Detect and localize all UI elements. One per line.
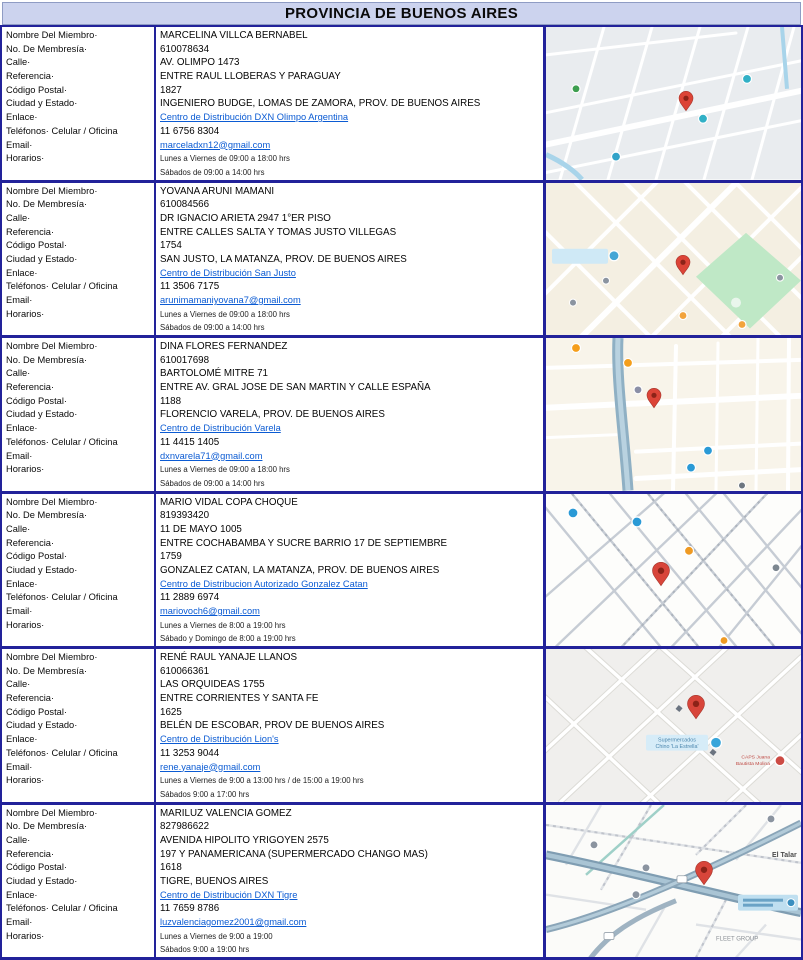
field-label-membership: No. De Membresía· xyxy=(6,510,88,521)
restaurant-poi-icon xyxy=(679,311,687,319)
member-membership-number: 610066361 xyxy=(160,665,210,677)
member-phone: 11 7659 8786 xyxy=(160,903,220,915)
member-details-column xyxy=(154,494,546,647)
field-label-name: Nombre Del Miembro· xyxy=(6,341,98,351)
field-label-name: Nombre Del Miembro· xyxy=(6,807,98,818)
member-membership-number: 819393420 xyxy=(160,510,210,522)
supermarket-poi-icon xyxy=(711,737,722,748)
member-street: 11 DE MAYO 1005 xyxy=(160,523,242,535)
field-label-reference: Referencia· xyxy=(6,693,55,704)
member-postal-code: 1625 xyxy=(160,706,182,718)
field-label-email: Email· xyxy=(6,139,33,150)
field-label-reference: Referencia· xyxy=(6,537,55,548)
field-label-street: Calle· xyxy=(6,368,31,379)
poi-icon xyxy=(609,250,619,260)
field-label-phones: Teléfonos· Celular / Oficina xyxy=(6,592,118,603)
map-thumbnail-tigre xyxy=(546,805,801,958)
member-street: AVENIDA HIPOLITO YRIGOYEN 2575 xyxy=(160,834,329,846)
member-row xyxy=(2,335,801,491)
field-label-phones: Teléfonos· Celular / Oficina xyxy=(6,281,118,292)
member-name: DINA FLORES FERNANDEZ xyxy=(160,341,288,352)
member-row xyxy=(2,180,801,336)
field-labels-column xyxy=(2,27,154,180)
poi-icon xyxy=(743,74,752,83)
restaurant-poi-icon xyxy=(738,320,746,328)
member-hours-weekend: Sábado y Domingo de 8:00 a 19:00 hrs xyxy=(160,634,296,644)
map-thumbnail-gonzalez-catan xyxy=(546,494,801,647)
poi-icon xyxy=(612,152,621,161)
member-membership-number: 827986622 xyxy=(160,821,210,833)
field-label-street: Calle· xyxy=(6,57,31,68)
field-labels-column xyxy=(2,494,154,647)
member-hours-weekend: Sábados de 09:00 a 14:00 hrs xyxy=(160,478,265,488)
member-postal-code: 1754 xyxy=(160,240,182,252)
field-label-membership: No. De Membresía· xyxy=(6,199,88,210)
member-street: BARTOLOMÉ MITRE 71 xyxy=(160,368,268,380)
pharmacy-poi-icon xyxy=(739,482,746,489)
poi-icon xyxy=(642,863,650,871)
member-hours-weekdays: Lunes a Viernes de 8:00 a 19:00 hrs xyxy=(160,620,286,630)
member-details-column xyxy=(154,27,546,180)
store-label-line1: Supermercados xyxy=(657,737,697,744)
member-city-state: FLORENCIO VARELA, PROV. DE BUENOS AIRES xyxy=(160,409,385,421)
field-label-membership: No. De Membresía· xyxy=(6,43,88,54)
member-city-state: INGENIERO BUDGE, LOMAS DE ZAMORA, PROV. DE BUENOS AIRES xyxy=(160,98,481,110)
field-label-name: Nombre Del Miembro· xyxy=(6,652,98,662)
member-row xyxy=(2,646,801,802)
field-label-email: Email· xyxy=(6,295,33,305)
map-thumbnail-escobar xyxy=(546,649,801,802)
restaurant-poi-icon xyxy=(624,358,633,367)
member-hours-weekend: Sábados 9:00 a 17:00 hrs xyxy=(160,789,250,799)
member-street: AV. OLIMPO 1473 xyxy=(160,57,240,69)
poi-icon xyxy=(772,563,780,571)
field-label-street: Calle· xyxy=(6,212,31,223)
field-label-city: Ciudad y Estado· xyxy=(6,720,78,731)
field-label-email: Email· xyxy=(6,606,33,616)
member-hours-weekdays: Lunes a Viernes de 09:00 a 18:00 hrs xyxy=(160,309,290,319)
poi-icon xyxy=(632,890,640,898)
poi-icon xyxy=(767,814,775,822)
field-label-hours: Horarios· xyxy=(6,308,45,319)
field-label-postal: Código Postal· xyxy=(6,395,67,406)
member-row xyxy=(2,491,801,647)
member-details-column xyxy=(154,649,546,802)
field-label-membership: No. De Membresía· xyxy=(6,821,88,832)
member-postal-code: 1759 xyxy=(160,551,182,563)
field-labels-column xyxy=(2,183,154,336)
restaurant-poi-icon xyxy=(572,343,581,352)
field-label-hours: Horarios· xyxy=(6,153,45,164)
member-row xyxy=(2,27,801,180)
member-hours-weekdays: Lunes a Viernes de 9:00 a 19:00 xyxy=(160,931,273,941)
field-label-phones: Teléfonos· Celular / Oficina xyxy=(6,125,118,136)
member-phone: 11 3506 7175 xyxy=(160,281,220,293)
caps-label-line2: Bautista Molina xyxy=(735,761,770,768)
member-email-link[interactable]: dxnvarela71@gmail.com xyxy=(160,450,263,461)
member-phone: 11 6756 8304 xyxy=(160,125,220,137)
field-label-postal: Código Postal· xyxy=(6,551,67,562)
route-shield-icon xyxy=(677,875,687,882)
members-table xyxy=(0,25,803,960)
member-hours-weekend: Sábados de 09:00 a 14:00 hrs xyxy=(160,323,265,333)
member-phone: 11 3253 9044 xyxy=(160,747,220,759)
member-reference: ENTRE COCHABAMBA Y SUCRE BARRIO 17 DE SEPTIEMBRE xyxy=(160,537,448,549)
field-label-hours: Horarios· xyxy=(6,464,45,475)
member-city-state: SAN JUSTO, LA MATANZA, PROV. DE BUENOS AIRES xyxy=(160,253,407,265)
member-email-link[interactable]: luzvalenciagomez2001@gmail.com xyxy=(160,917,307,927)
field-label-link: Enlace· xyxy=(6,734,38,745)
field-label-phones: Teléfonos· Celular / Oficina xyxy=(6,747,118,758)
member-reference: ENTRE AV. GRAL JOSE DE SAN MARTIN Y CALLE ESPAÑA xyxy=(160,382,431,394)
distribution-center-link[interactable]: Centro de Distribución DXN Olimpo Argentina xyxy=(160,112,349,123)
poi-icon xyxy=(603,277,610,284)
poi-icon xyxy=(699,114,708,123)
field-label-hours: Horarios· xyxy=(6,775,45,786)
fleet-group-label: FLEET GROUP xyxy=(716,936,759,943)
field-label-postal: Código Postal· xyxy=(6,240,67,251)
field-label-city: Ciudad y Estado· xyxy=(6,409,78,420)
member-city-state: TIGRE, BUENOS AIRES xyxy=(160,875,269,887)
member-street: DR IGNACIO ARIETA 2947 1°ER PISO xyxy=(160,212,331,224)
member-details-column xyxy=(154,183,546,336)
member-hours-weekend: Sábados 9:00 a 19:00 hrs xyxy=(160,945,250,955)
member-city-state: GONZALEZ CATAN, LA MATANZA, PROV. DE BUENOS AIRES xyxy=(160,564,440,576)
page-title: PROVINCIA DE BUENOS AIRES xyxy=(2,2,801,25)
map-thumbnail-olimpo xyxy=(546,27,801,180)
area-label-box xyxy=(552,248,608,263)
field-label-phones: Teléfonos· Celular / Oficina xyxy=(6,903,118,914)
distribution-center-link[interactable]: Centro de Distribucion Autorizado Gonzalez Catan xyxy=(160,578,368,589)
area-label: El Talar xyxy=(772,851,797,859)
member-postal-code: 1188 xyxy=(160,395,182,407)
field-label-hours: Horarios· xyxy=(6,930,45,941)
restaurant-poi-icon xyxy=(720,636,728,644)
member-name: MARIO VIDAL COPA CHOQUE xyxy=(160,496,298,508)
member-name: YOVANA ARUNI MAMANI xyxy=(160,185,275,197)
member-membership-number: 610078634 xyxy=(160,43,210,55)
poi-icon xyxy=(634,386,642,394)
member-phone: 11 4415 1405 xyxy=(160,436,220,448)
distribution-center-link[interactable]: Centro de Distribución Varela xyxy=(160,423,281,434)
field-label-membership: No. De Membresía· xyxy=(6,665,88,676)
poi-icon xyxy=(568,507,578,517)
member-reference: ENTRE CORRIENTES Y SANTA FE xyxy=(160,693,319,705)
member-phone: 11 2889 6974 xyxy=(160,592,220,604)
member-postal-code: 1618 xyxy=(160,862,182,874)
field-label-phones: Teléfonos· Celular / Oficina xyxy=(6,436,118,447)
poi-icon xyxy=(590,840,598,848)
member-hours-weekdays: Lunes a Viernes de 9:00 a 13:00 hrs / de 15:00 a 19:00 hrs xyxy=(160,776,364,786)
member-city-state: BELÉN DE ESCOBAR, PROV DE BUENOS AIRES xyxy=(160,720,385,732)
member-street: LAS ORQUIDEAS 1755 xyxy=(160,679,265,691)
map-thumbnail-varela xyxy=(546,338,801,491)
field-labels-column xyxy=(2,338,154,491)
health-poi-icon xyxy=(775,756,785,766)
park-poi-icon xyxy=(572,85,580,93)
field-label-street: Calle· xyxy=(6,523,31,534)
member-email-link[interactable]: rene.yanaje@gmail.com xyxy=(160,761,261,772)
store-label-line2: Chino 'La Estrella' xyxy=(655,744,699,751)
member-membership-number: 610084566 xyxy=(160,199,210,211)
member-hours-weekend: Sábados de 09:00 a 14:00 hrs xyxy=(160,167,265,177)
field-labels-column xyxy=(2,649,154,802)
member-name: MARCELINA VILLCA BERNABEL xyxy=(160,30,308,41)
member-name: MARILUZ VALENCIA GOMEZ xyxy=(160,807,292,819)
field-label-reference: Referencia· xyxy=(6,848,55,859)
field-label-hours: Horarios· xyxy=(6,619,45,630)
field-label-link: Enlace· xyxy=(6,423,38,434)
member-details-column xyxy=(154,805,546,958)
route-shield-icon xyxy=(604,932,614,939)
member-reference: 197 Y PANAMERICANA (SUPERMERCADO CHANGO MAS) xyxy=(160,848,428,860)
caps-label-line1: CAPS Juana xyxy=(741,754,770,761)
field-label-street: Calle· xyxy=(6,679,31,690)
member-name: RENÉ RAUL YANAJE LLANOS xyxy=(160,652,298,663)
poi-icon xyxy=(632,516,642,526)
field-label-link: Enlace· xyxy=(6,267,38,278)
field-label-membership: No. De Membresía· xyxy=(6,354,88,365)
distribution-center-link[interactable]: Centro de Distribución San Justo xyxy=(160,267,296,278)
member-hours-weekdays: Lunes a Viernes de 09:00 a 18:00 hrs xyxy=(160,154,290,164)
poi-icon xyxy=(570,299,577,306)
field-label-reference: Referencia· xyxy=(6,71,55,82)
distribution-center-link[interactable]: Centro de Distribución DXN Tigre xyxy=(160,889,298,900)
member-email-link[interactable]: marceladxn12@gmail.com xyxy=(160,139,271,150)
member-postal-code: 1827 xyxy=(160,84,182,96)
field-label-link: Enlace· xyxy=(6,889,38,900)
field-label-postal: Código Postal· xyxy=(6,706,67,717)
field-label-city: Ciudad y Estado· xyxy=(6,98,78,109)
field-label-name: Nombre Del Miembro· xyxy=(6,496,98,507)
field-label-name: Nombre Del Miembro· xyxy=(6,185,98,196)
field-label-name: Nombre Del Miembro· xyxy=(6,30,98,40)
member-email-link[interactable]: mariovoch6@gmail.com xyxy=(160,606,260,616)
poi-icon xyxy=(777,274,784,281)
field-label-street: Calle· xyxy=(6,834,31,845)
map-thumbnail-san-justo xyxy=(546,183,801,336)
poi-icon xyxy=(787,898,795,906)
member-reference: ENTRE CALLES SALTA Y TOMAS JUSTO VILLEGAS xyxy=(160,226,397,238)
restaurant-poi-icon xyxy=(685,546,694,555)
poi-icon xyxy=(704,446,713,455)
field-label-link: Enlace· xyxy=(6,112,38,123)
distribution-center-link[interactable]: Centro de Distribución Lion's xyxy=(160,734,279,745)
field-label-link: Enlace· xyxy=(6,578,38,589)
field-label-city: Ciudad y Estado· xyxy=(6,875,78,886)
member-hours-weekdays: Lunes a Viernes de 09:00 a 18:00 hrs xyxy=(160,465,290,475)
field-label-email: Email· xyxy=(6,761,33,772)
field-label-reference: Referencia· xyxy=(6,382,55,393)
field-label-postal: Código Postal· xyxy=(6,84,67,95)
member-row xyxy=(2,802,801,958)
field-labels-column xyxy=(2,805,154,958)
member-membership-number: 610017698 xyxy=(160,354,210,366)
field-label-email: Email· xyxy=(6,450,33,461)
member-reference: ENTRE RAUL LLOBERAS Y PARAGUAY xyxy=(160,71,341,83)
member-email-link[interactable]: arunimamaniyovana7@gmail.com xyxy=(160,295,301,305)
field-label-email: Email· xyxy=(6,917,33,927)
field-label-city: Ciudad y Estado· xyxy=(6,564,78,575)
member-details-column xyxy=(154,338,546,491)
poi-icon xyxy=(687,463,696,472)
field-label-postal: Código Postal· xyxy=(6,862,67,873)
field-label-reference: Referencia· xyxy=(6,226,55,237)
field-label-city: Ciudad y Estado· xyxy=(6,253,78,264)
